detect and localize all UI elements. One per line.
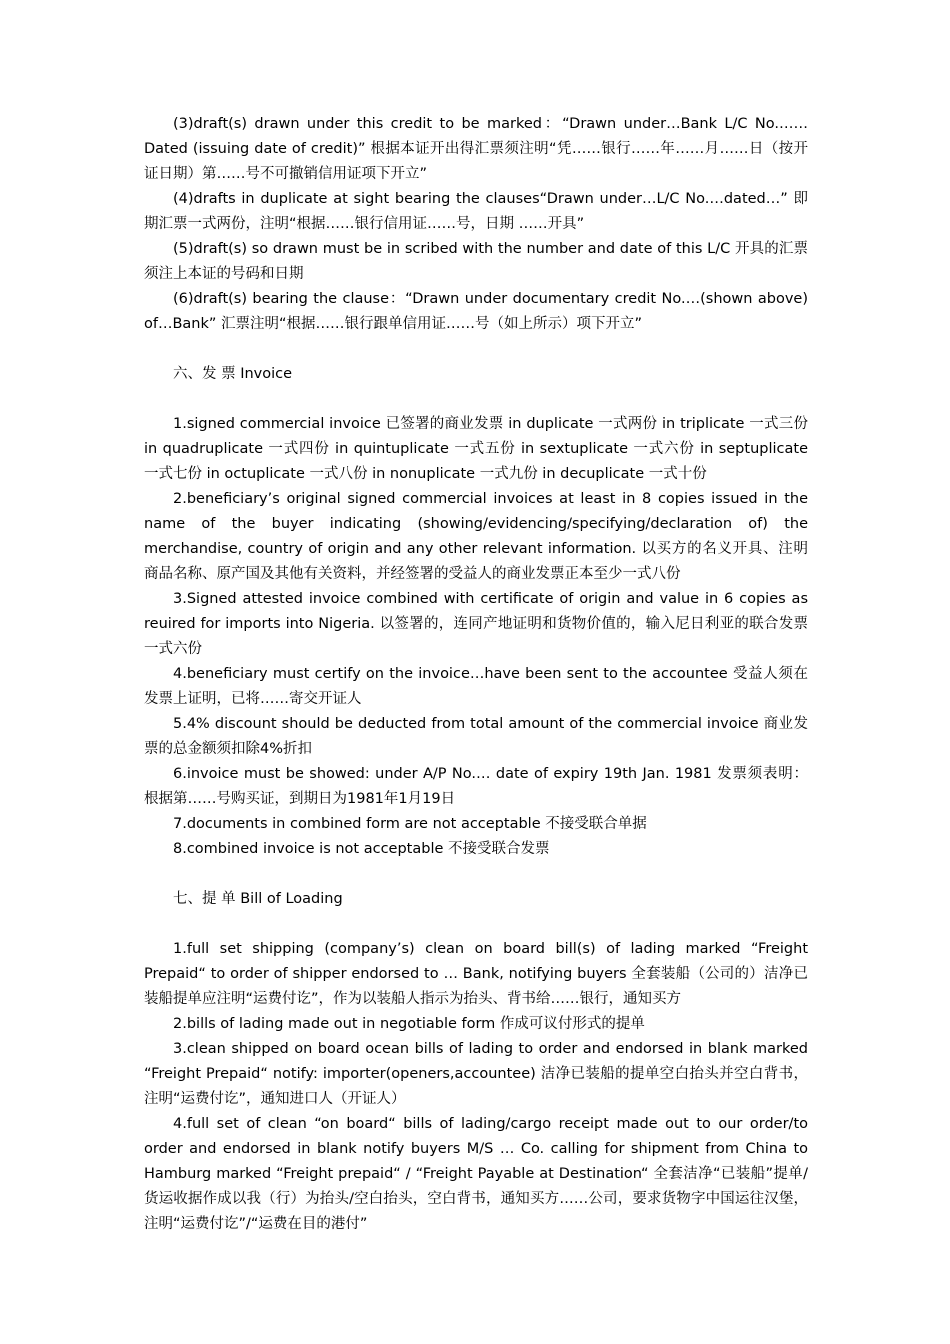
- bol-clause-1: 1.full set shipping (company’s) clean on board bill(s) of lading marked “Freight Prepaid“ to order of shipper endorsed to … Bank, notifying buyers 全套装船（公司的）洁净已装船提单应注明“运费付讫”，作为以装船人指示为抬头、背书给……银行，通知买方: [144, 941, 808, 1007]
- invoice-clause-4: 4.beneficiary must certify on the invoice…have been sent to the accountee 受益人须在发票上证明，已将……寄交开证人: [144, 666, 808, 707]
- section-heading-bill-of-lading: 七、提 单 Bill of Loading: [173, 891, 343, 907]
- invoice-clause-1: 1.signed commercial invoice 已签署的商业发票 in duplicate 一式两份 in triplicate 一式三份 in quadruplicate 一式四份 in quintuplicate 一式五份 in sextuplicate 一式六份 in septuplicate 一式七份 in octuplicate 一式八份 in nonuplicate 一式九份 in decuplicate 一式十份: [144, 416, 808, 482]
- draft-clause-4: (4)drafts in duplicate at sight bearing the clauses“Drawn under…L/C No.…dated…” 即期汇票一式两份，注明“根据……银行信用证……号，日期 ……开具”: [144, 191, 808, 232]
- invoice-clause-8: 8.combined invoice is not acceptable 不接受联合发票: [173, 841, 550, 857]
- section-heading-invoice: 六、发 票 Invoice: [173, 366, 293, 382]
- bol-clause-4: 4.full set of clean “on board“ bills of lading/cargo receipt made out to our order/to order and endorsed in blank notify buyers M/S … Co. calling for shipment from China to Hamburg marked “Freight prepaid“ / “Freight Payable at Destination“ 全套洁净“已装船”提单/货运收据作成以我（行）为抬头/空白抬头，空白背书，通知买方……公司，要求货物字中国运往汉堡，注明“运费付讫”/“运费在目的港付”: [144, 1116, 808, 1232]
- draft-clause-6: (6)draft(s) bearing the clause：“Drawn under documentary credit No.…(shown above) of…Bank” 汇票注明“根据……银行跟单信用证……号（如上所示）项下开立”: [144, 291, 808, 332]
- spacer: [144, 337, 808, 362]
- invoice-clause-2: 2.beneficiary’s original signed commercial invoices at least in 8 copies issued in the name of the buyer indicating (showing/evidencing/specifying/declaration of) the merchandise, country of origin and any other relevant information. 以买方的名义开具、注明商品名称、原产国及其他有关资料，并经签署的受益人的商业发票正本至少一式八份: [144, 491, 808, 582]
- document-body: [144, 112, 808, 1237]
- spacer: [144, 387, 808, 412]
- draft-clause-3: (3)draft(s) drawn under this credit to be marked：“Drawn under…Bank L/C No.……Dated (issuing date of credit)” 根据本证开出得汇票须注明“凭……银行……年……月……日（按开证日期）第……号不可撤销信用证项下开立”: [144, 116, 808, 182]
- invoice-clause-7: 7.documents in combined form are not acceptable 不接受联合单据: [173, 816, 647, 832]
- invoice-clause-5: 5.4% discount should be deducted from total amount of the commercial invoice 商业发票的总金额须扣除4%折扣: [144, 716, 808, 757]
- draft-clause-5: (5)draft(s) so drawn must be in scribed with the number and date of this L/C 开具的汇票须注上本证的号码和日期: [144, 241, 808, 282]
- invoice-clause-3: 3.Signed attested invoice combined with certificate of origin and value in 6 copies as reuired for imports into Nigeria. 以签署的，连同产地证明和货物价值的，输入尼日利亚的联合发票一式六份: [144, 591, 808, 657]
- bol-clause-2: 2.bills of lading made out in negotiable form 作成可议付形式的提单: [173, 1016, 645, 1032]
- spacer: [144, 912, 808, 937]
- spacer: [144, 862, 808, 887]
- invoice-clause-6: 6.invoice must be showed: under A/P No.… date of expiry 19th Jan. 1981 发票须表明：根据第……号购买证，到期日为1981年1月19日: [144, 766, 808, 807]
- bol-clause-3: 3.clean shipped on board ocean bills of lading to order and endorsed in blank marked “Freight Prepaid“ notify: importer(openers,accountee) 洁净已装船的提单空白抬头并空白背书，注明“运费付讫”，通知进口人（开证人）: [144, 1041, 808, 1107]
